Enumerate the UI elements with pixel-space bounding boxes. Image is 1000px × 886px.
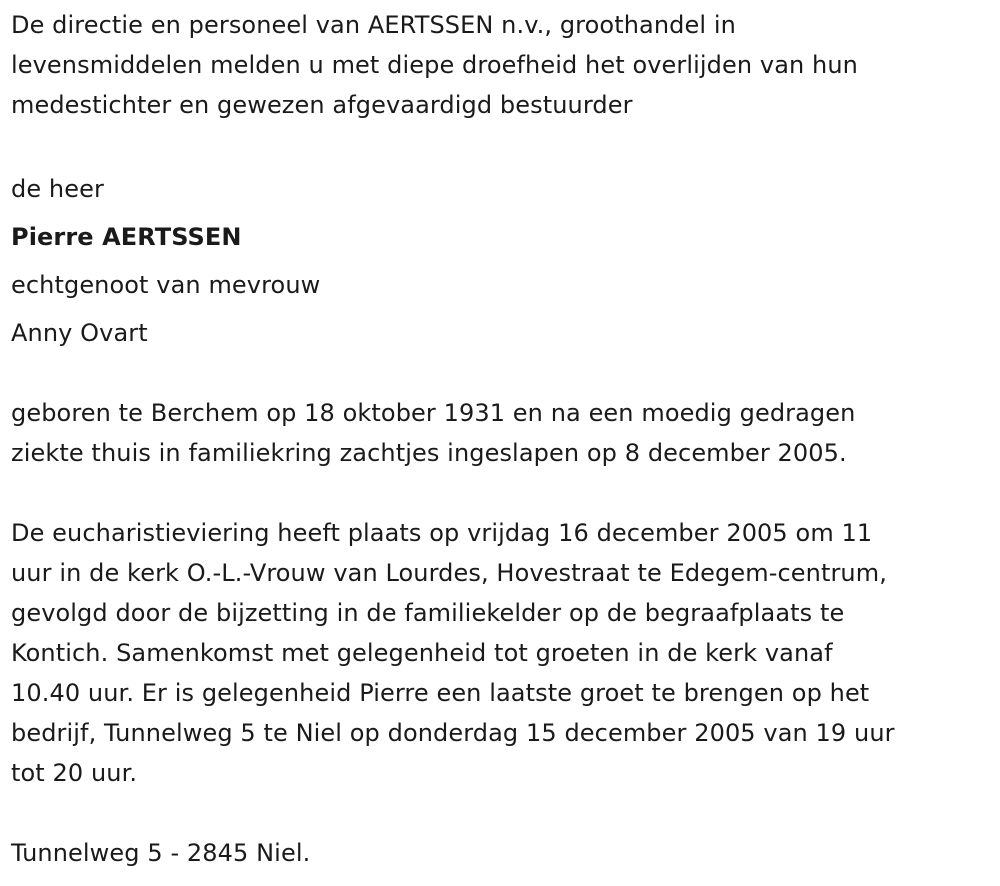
ceremony-line: 10.40 uur. Er is gelegenheid Pierre een laatste groet te brengen op het <box>11 679 870 707</box>
address: Tunnelweg 5 - 2845 Niel. <box>11 839 311 867</box>
salutation: de heer <box>11 175 104 203</box>
deceased-name: Pierre AERTSSEN <box>11 223 242 251</box>
birth-death-line: geboren te Berchem op 18 oktober 1931 en na een moedig gedragen <box>11 399 856 427</box>
ceremony-line: De eucharistieviering heeft plaats op vrijdag 16 december 2005 om 11 <box>11 519 873 547</box>
intro-line: levensmiddelen melden u met diepe droefheid het overlijden van hun <box>11 51 858 79</box>
birth-death-paragraph <box>11 393 991 473</box>
intro-paragraph <box>11 5 991 125</box>
birth-death-line: ziekte thuis in familiekring zachtjes ingeslapen op 8 december 2005. <box>11 439 847 467</box>
obituary-notice <box>11 5 991 873</box>
spacer <box>11 793 991 833</box>
intro-line: medestichter en gewezen afgevaardigd bestuurder <box>11 91 633 119</box>
intro-line: De directie en personeel van AERTSSEN n.v., groothandel in <box>11 11 736 39</box>
spacer <box>11 473 991 513</box>
ceremony-line: bedrijf, Tunnelweg 5 te Niel op donderdag 15 december 2005 van 19 uur <box>11 719 895 747</box>
ceremony-paragraph <box>11 513 991 793</box>
spacer <box>11 125 991 165</box>
ceremony-line: Kontich. Samenkomst met gelegenheid tot groeten in de kerk vanaf <box>11 639 833 667</box>
ceremony-line: uur in de kerk O.-L.-Vrouw van Lourdes, Hovestraat te Edegem-centrum, <box>11 559 887 587</box>
spacer <box>11 357 991 393</box>
spouse-prefix: echtgenoot van mevrouw <box>11 271 321 299</box>
ceremony-line: tot 20 uur. <box>11 759 138 787</box>
ceremony-line: gevolgd door de bijzetting in de familiekelder op de begraafplaats te <box>11 599 845 627</box>
spouse-name: Anny Ovart <box>11 319 148 347</box>
